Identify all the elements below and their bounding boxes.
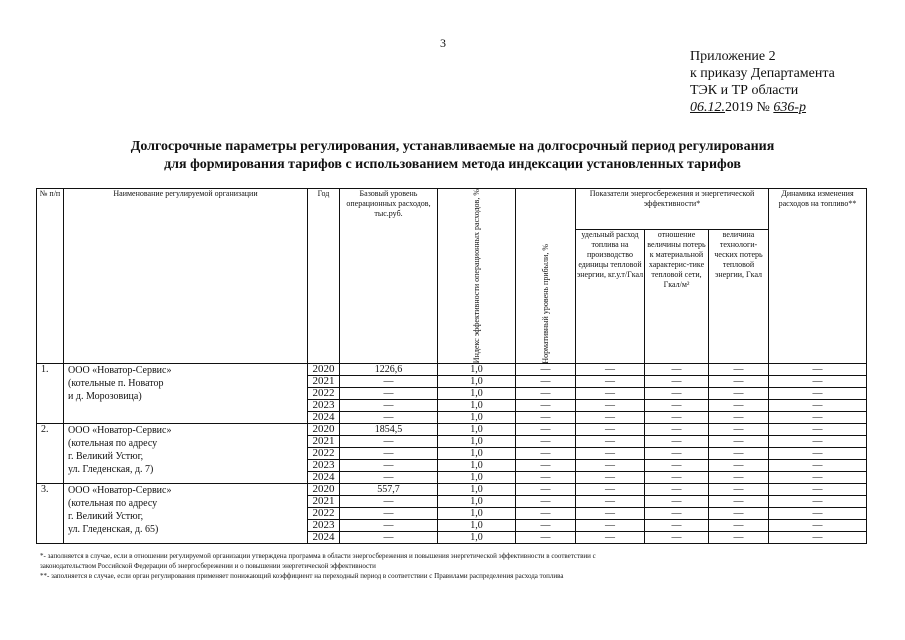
year-cell: 2023 — [308, 400, 340, 412]
header-efficiency-index — [438, 189, 516, 364]
row-number: 1. — [37, 364, 64, 424]
appendix-line-1: Приложение 2 — [690, 49, 776, 64]
base-expenses-cell: — — [340, 412, 438, 424]
table-row — [37, 424, 867, 436]
profit-level-cell: — — [516, 388, 576, 400]
loss-ratio-cell: — — [645, 388, 709, 400]
header-org-name: Наименование регулируемой организации — [64, 189, 308, 364]
title-line-2: для формирования тарифов с использованием метода индексации установленных тарифов — [164, 157, 741, 172]
header-base-expenses: Базовый уровень операционных расходов, тыс.руб. — [340, 189, 438, 364]
year-cell: 2024 — [308, 472, 340, 484]
fuel-dynamics-cell: — — [769, 388, 867, 400]
loss-ratio-cell: — — [645, 520, 709, 532]
base-expenses-cell: — — [340, 448, 438, 460]
year-cell: 2021 — [308, 496, 340, 508]
header-fuel-dynamics: Динамика изменения расходов на топливо** — [769, 189, 867, 364]
profit-level-cell: — — [516, 400, 576, 412]
year-cell: 2023 — [308, 460, 340, 472]
fuel-dynamics-cell: — — [769, 460, 867, 472]
fuel-dynamics-cell: — — [769, 520, 867, 532]
loss-ratio-cell: — — [645, 364, 709, 376]
profit-level-cell: — — [516, 460, 576, 472]
base-expenses-cell: 557,7 — [340, 484, 438, 496]
base-expenses-cell: 1226,6 — [340, 364, 438, 376]
organization-name — [64, 484, 308, 544]
fuel-rate-cell: — — [576, 460, 645, 472]
profit-level-cell: — — [516, 472, 576, 484]
fuel-dynamics-cell: — — [769, 412, 867, 424]
efficiency-index-cell: 1,0 — [438, 424, 516, 436]
profit-level-cell: — — [516, 424, 576, 436]
efficiency-index-cell: 1,0 — [438, 436, 516, 448]
header-loss-ratio: отношение величины потерь к материальной характерис-тике тепловой сети, Гкал/м² — [645, 230, 709, 364]
header-loss-value: величина технологи-ческих потерь тепловой энергии, Гкал — [709, 230, 769, 364]
organization-name-line: г. Великий Устюг, — [68, 511, 144, 523]
profit-level-cell: — — [516, 520, 576, 532]
base-expenses-cell: — — [340, 496, 438, 508]
header-efficiency-index-text: Индекс эффективности операционных расходов, % — [472, 189, 481, 364]
base-expenses-cell: — — [340, 532, 438, 544]
table-row — [37, 484, 867, 496]
loss-ratio-cell: — — [645, 448, 709, 460]
fuel-rate-cell: — — [576, 388, 645, 400]
fuel-dynamics-cell: — — [769, 496, 867, 508]
efficiency-index-cell: 1,0 — [438, 364, 516, 376]
organization-name-line: г. Великий Устюг, — [68, 451, 144, 463]
loss-value-cell: — — [709, 436, 769, 448]
loss-value-cell: — — [709, 448, 769, 460]
loss-ratio-cell: — — [645, 376, 709, 388]
fuel-dynamics-cell: — — [769, 532, 867, 544]
fuel-rate-cell: — — [576, 472, 645, 484]
handwritten-date: 06.12. — [690, 100, 725, 115]
header-fuel-rate: удельный расход топлива на производство единицы тепловой энергии, кг.у.т/Гкал — [576, 230, 645, 364]
document-title — [0, 138, 905, 174]
loss-value-cell: — — [709, 376, 769, 388]
efficiency-index-cell: 1,0 — [438, 448, 516, 460]
row-number: 3. — [37, 484, 64, 544]
parameters-table — [36, 188, 867, 544]
efficiency-index-cell: 1,0 — [438, 376, 516, 388]
profit-level-cell: — — [516, 448, 576, 460]
appendix-date-line — [690, 99, 835, 116]
organization-name-line: (котельные п. Новатор — [68, 378, 164, 390]
loss-value-cell: — — [709, 400, 769, 412]
loss-ratio-cell: — — [645, 400, 709, 412]
fuel-rate-cell: — — [576, 508, 645, 520]
fuel-rate-cell: — — [576, 436, 645, 448]
header-profit-level-text: Нормативный уровень прибыли, % — [541, 243, 550, 364]
efficiency-index-cell: 1,0 — [438, 532, 516, 544]
organization-name-line: ул. Гледенская, д. 65) — [68, 524, 159, 536]
base-expenses-cell: — — [340, 520, 438, 532]
base-expenses-cell: — — [340, 472, 438, 484]
loss-ratio-cell: — — [645, 472, 709, 484]
fuel-dynamics-cell: — — [769, 484, 867, 496]
loss-value-cell: — — [709, 484, 769, 496]
header-year: Год — [308, 189, 340, 364]
efficiency-index-cell: 1,0 — [438, 460, 516, 472]
fuel-rate-cell: — — [576, 400, 645, 412]
base-expenses-cell: — — [340, 436, 438, 448]
organization-name-line: ООО «Новатор-Сервис» — [68, 425, 172, 437]
loss-value-cell: — — [709, 460, 769, 472]
profit-level-cell: — — [516, 496, 576, 508]
year-cell: 2020 — [308, 484, 340, 496]
fuel-dynamics-cell: — — [769, 436, 867, 448]
appendix-block — [690, 48, 835, 116]
fuel-rate-cell: — — [576, 448, 645, 460]
organization-name-line: (котельная по адресу — [68, 438, 158, 450]
base-expenses-cell: — — [340, 388, 438, 400]
year-cell: 2024 — [308, 532, 340, 544]
profit-level-cell: — — [516, 436, 576, 448]
fuel-dynamics-cell: — — [769, 448, 867, 460]
appendix-line-2: к приказу Департамента — [690, 66, 835, 81]
organization-name-line: и д. Морозовица) — [68, 391, 142, 403]
page-number: 3 — [440, 36, 446, 50]
loss-value-cell: — — [709, 364, 769, 376]
year-cell: 2024 — [308, 412, 340, 424]
profit-level-cell: — — [516, 364, 576, 376]
efficiency-index-cell: 1,0 — [438, 496, 516, 508]
base-expenses-cell: 1854,5 — [340, 424, 438, 436]
year-cell: 2021 — [308, 376, 340, 388]
efficiency-index-cell: 1,0 — [438, 472, 516, 484]
loss-ratio-cell: — — [645, 412, 709, 424]
fuel-rate-cell: — — [576, 520, 645, 532]
loss-ratio-cell: — — [645, 436, 709, 448]
year-cell: 2022 — [308, 388, 340, 400]
profit-level-cell: — — [516, 376, 576, 388]
loss-value-cell: — — [709, 508, 769, 520]
loss-ratio-cell: — — [645, 508, 709, 520]
fuel-dynamics-cell: — — [769, 364, 867, 376]
year-number-label: 2019 № — [725, 100, 770, 115]
efficiency-index-cell: 1,0 — [438, 484, 516, 496]
fuel-dynamics-cell: — — [769, 424, 867, 436]
year-cell: 2022 — [308, 448, 340, 460]
base-expenses-cell: — — [340, 508, 438, 520]
organization-name-line: ООО «Новатор-Сервис» — [68, 485, 172, 497]
efficiency-index-cell: 1,0 — [438, 520, 516, 532]
appendix-line-3: ТЭК и ТР области — [690, 83, 799, 98]
organization-name-line: ООО «Новатор-Сервис» — [68, 365, 172, 377]
fuel-rate-cell: — — [576, 376, 645, 388]
year-cell: 2020 — [308, 364, 340, 376]
fuel-dynamics-cell: — — [769, 508, 867, 520]
profit-level-cell: — — [516, 412, 576, 424]
handwritten-order-number: 636-р — [773, 100, 807, 115]
base-expenses-cell: — — [340, 376, 438, 388]
fuel-rate-cell: — — [576, 412, 645, 424]
loss-value-cell: — — [709, 388, 769, 400]
organization-name — [64, 424, 308, 484]
loss-ratio-cell: — — [645, 496, 709, 508]
fuel-rate-cell: — — [576, 496, 645, 508]
footnote-1a: *- заполняется в случае, если в отношении регулируемой организации утверждена программа в области энергосбережения и повышения энергетической эффективности в соответствии с — [40, 552, 596, 560]
fuel-dynamics-cell: — — [769, 400, 867, 412]
loss-value-cell: — — [709, 532, 769, 544]
footnote-2: **- заполняется в случае, если орган регулирования применяет понижающий коэффициент на переходный период в соответствии с Правилами распределения расхода топлива — [40, 572, 564, 580]
fuel-rate-cell: — — [576, 424, 645, 436]
year-cell: 2020 — [308, 424, 340, 436]
loss-ratio-cell: — — [645, 532, 709, 544]
loss-value-cell: — — [709, 424, 769, 436]
efficiency-index-cell: 1,0 — [438, 388, 516, 400]
profit-level-cell: — — [516, 532, 576, 544]
footnote-1b: законодательством Российской Федерации об энергосбережении и о повышении энергетической эффективности — [40, 562, 376, 570]
header-profit-level — [516, 189, 576, 364]
loss-value-cell: — — [709, 496, 769, 508]
fuel-rate-cell: — — [576, 484, 645, 496]
table-row — [37, 364, 867, 376]
fuel-rate-cell: — — [576, 532, 645, 544]
year-cell: 2021 — [308, 436, 340, 448]
year-cell: 2023 — [308, 520, 340, 532]
loss-ratio-cell: — — [645, 424, 709, 436]
efficiency-index-cell: 1,0 — [438, 400, 516, 412]
fuel-dynamics-cell: — — [769, 472, 867, 484]
loss-ratio-cell: — — [645, 460, 709, 472]
footnotes — [40, 551, 870, 581]
loss-ratio-cell: — — [645, 484, 709, 496]
title-line-1: Долгосрочные параметры регулирования, устанавливаемые на долгосрочный период регулирования — [130, 139, 775, 154]
loss-value-cell: — — [709, 472, 769, 484]
header-energy-indicators: Показатели энергосбережения и энергетической эффективности* — [576, 189, 769, 230]
profit-level-cell: — — [516, 508, 576, 520]
profit-level-cell: — — [516, 484, 576, 496]
organization-name — [64, 364, 308, 424]
organization-name-line: ул. Гледенская, д. 7) — [68, 464, 154, 476]
organization-name-line: (котельная по адресу — [68, 498, 158, 510]
table-body — [37, 364, 867, 544]
base-expenses-cell: — — [340, 460, 438, 472]
efficiency-index-cell: 1,0 — [438, 412, 516, 424]
efficiency-index-cell: 1,0 — [438, 508, 516, 520]
loss-value-cell: — — [709, 412, 769, 424]
fuel-rate-cell: — — [576, 364, 645, 376]
loss-value-cell: — — [709, 520, 769, 532]
base-expenses-cell: — — [340, 400, 438, 412]
year-cell: 2022 — [308, 508, 340, 520]
header-no: № п/п — [37, 189, 64, 364]
row-number: 2. — [37, 424, 64, 484]
fuel-dynamics-cell: — — [769, 376, 867, 388]
